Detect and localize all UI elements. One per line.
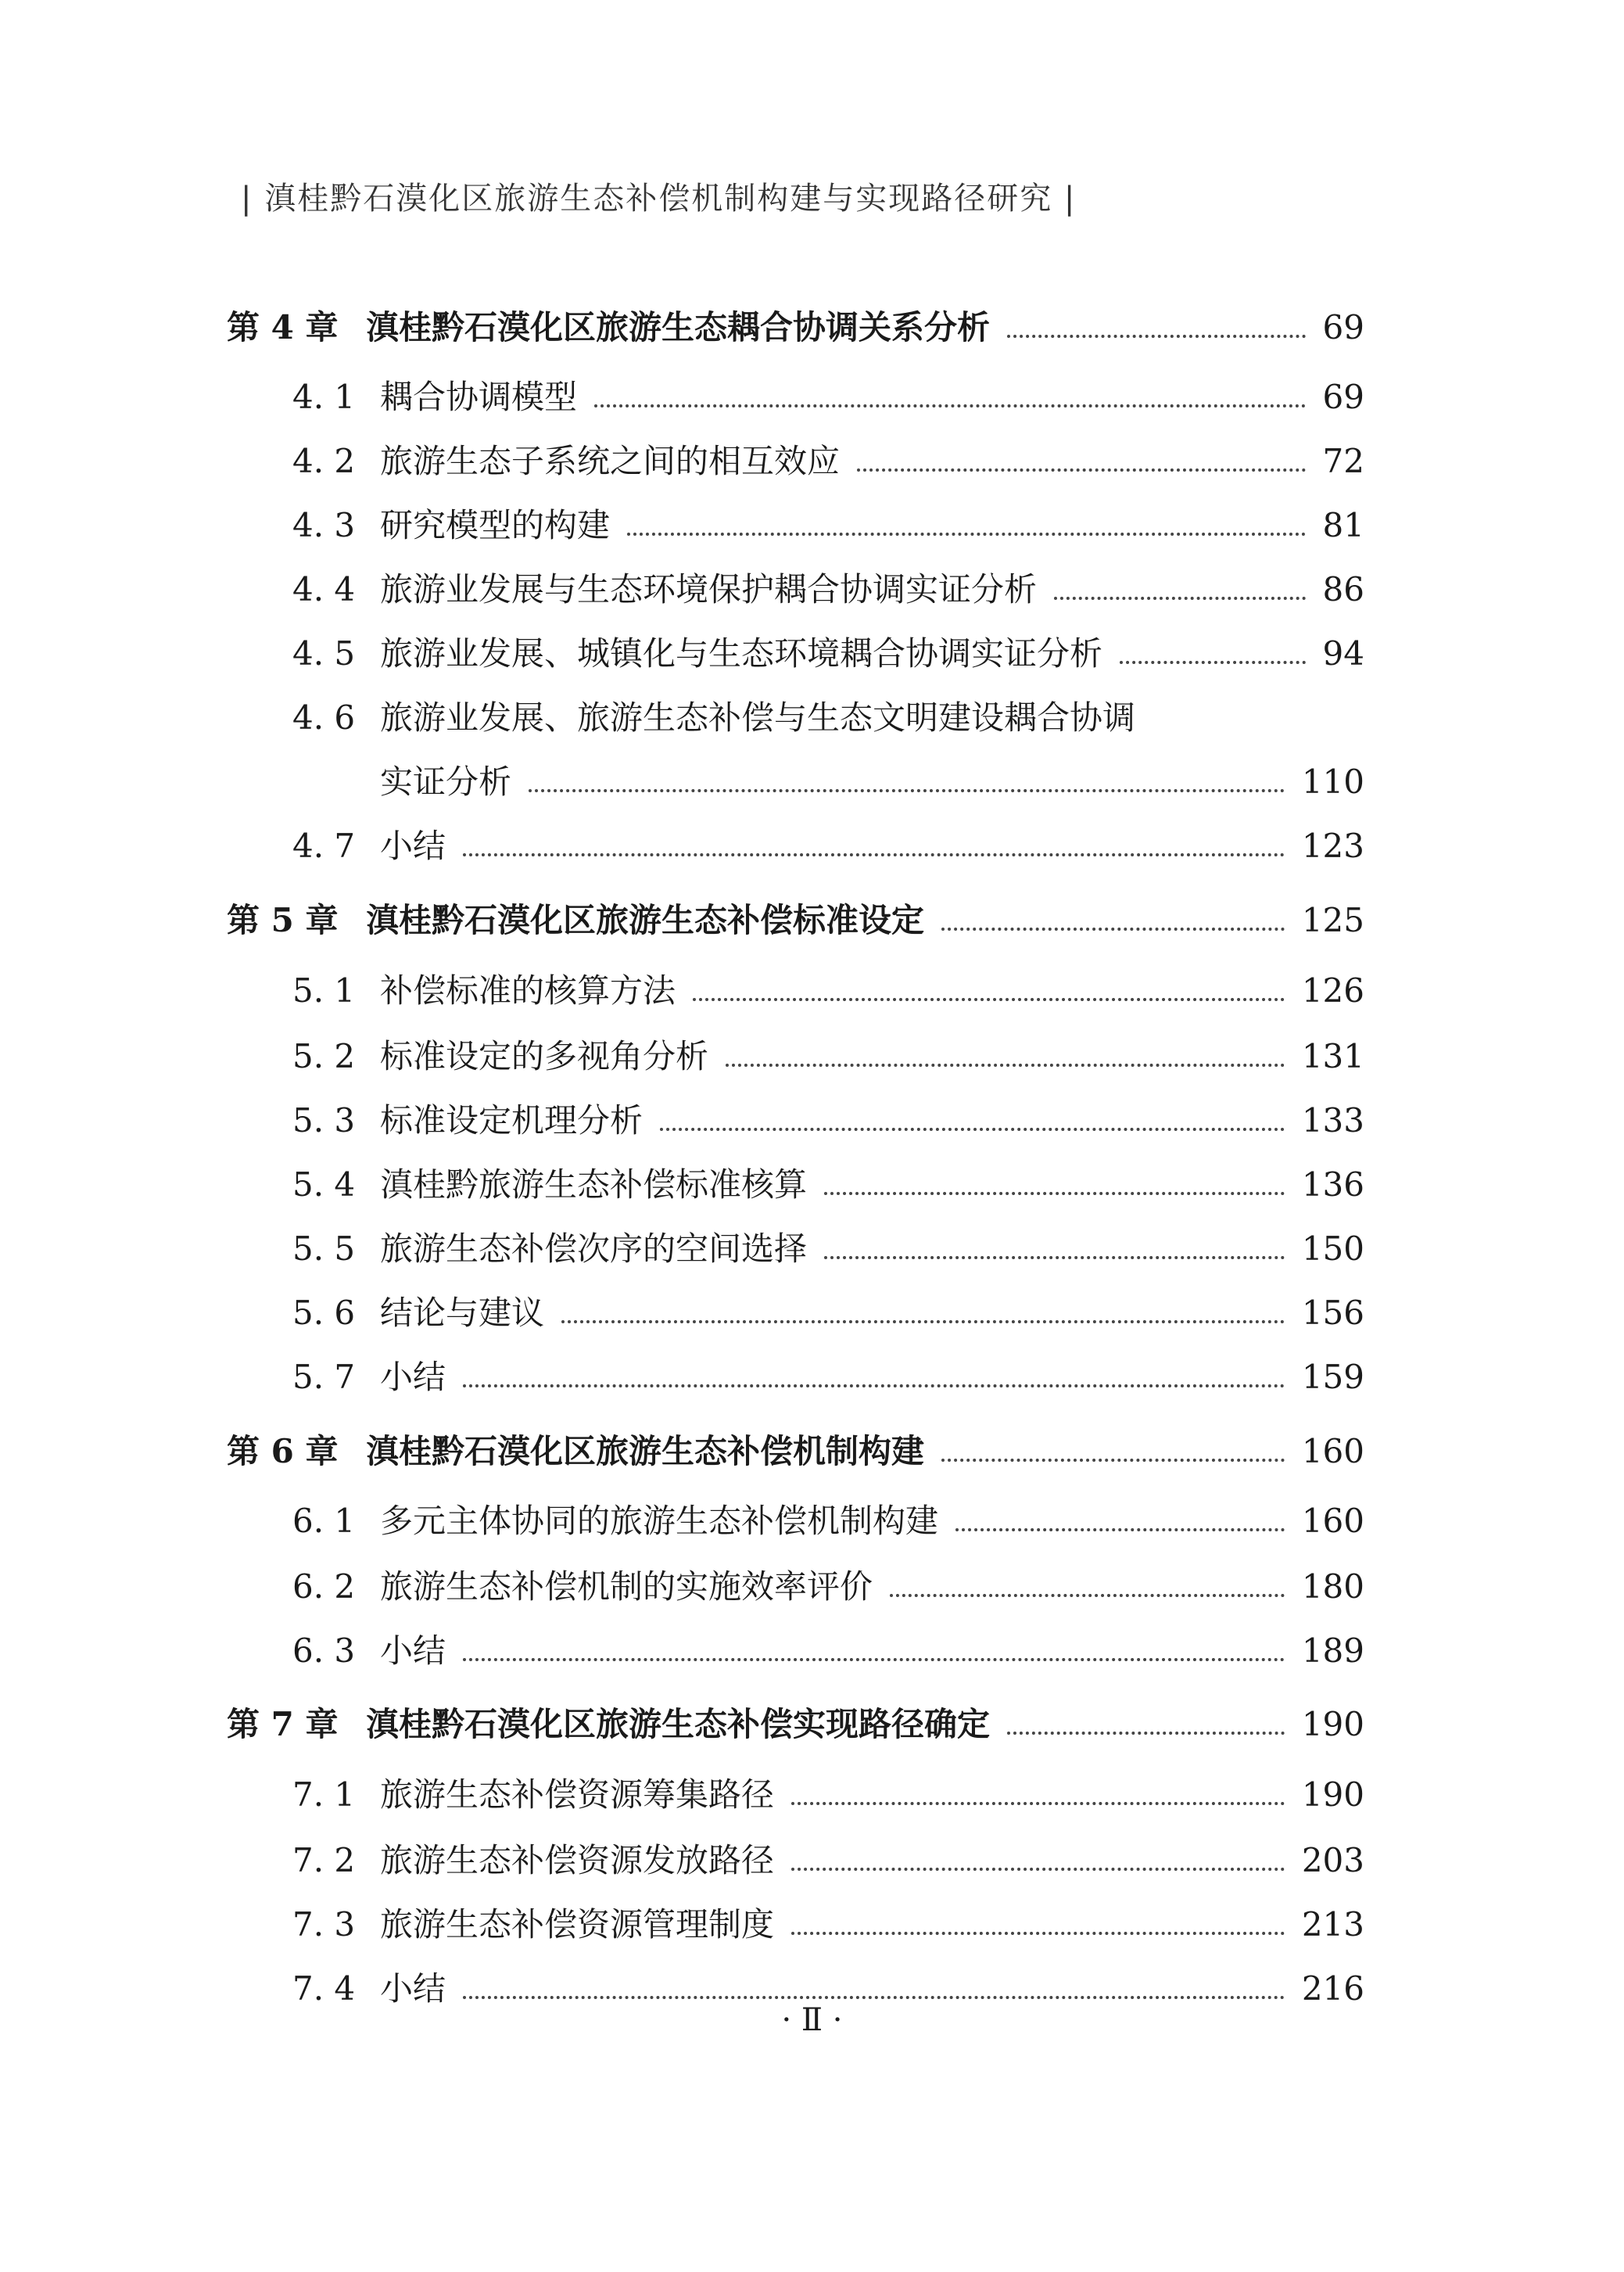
toc-section-6-2[interactable] (227, 1556, 1364, 1606)
section-number: 5. 3 (292, 1101, 356, 1140)
dot-leader (1120, 661, 1306, 664)
chapter-number: 第 6 章 (227, 1432, 339, 1470)
toc-section-5-5[interactable] (227, 1219, 1364, 1268)
section-number: 5. 6 (292, 1294, 356, 1332)
dot-leader (857, 468, 1306, 472)
chapter-number: 第 4 章 (227, 308, 339, 346)
section-number: 5. 7 (292, 1358, 356, 1396)
section-title: 小结 (380, 827, 446, 865)
toc-section-4-6-continued[interactable] (227, 752, 1364, 799)
dot-leader (941, 928, 1285, 931)
section-number: 4. 3 (292, 506, 356, 544)
chapter-title: 滇桂黔石漠化区旅游生态补偿机制构建 (366, 1432, 925, 1470)
section-title-continued: 实证分析 (380, 763, 512, 801)
toc-section-5-6[interactable] (227, 1283, 1364, 1330)
section-number: 6. 2 (292, 1567, 356, 1606)
section-number: 7. 1 (292, 1775, 356, 1814)
section-number: 6. 3 (292, 1631, 356, 1670)
toc-section-5-3[interactable] (227, 1090, 1364, 1140)
dot-leader (955, 1528, 1285, 1531)
section-title: 旅游生态补偿资源筹集路径 (380, 1775, 775, 1814)
dot-leader (791, 1802, 1285, 1805)
dot-leader (890, 1594, 1285, 1597)
toc-chapter-6[interactable] (227, 1421, 1364, 1468)
page-number: 190 (1301, 1775, 1364, 1814)
toc-section-4-7[interactable] (227, 816, 1364, 863)
section-title: 旅游生态补偿机制的实施效率评价 (380, 1567, 873, 1606)
page-number: 189 (1301, 1631, 1364, 1670)
dot-leader (1054, 597, 1306, 600)
dot-leader (693, 998, 1285, 1001)
section-title: 旅游业发展、旅游生态补偿与生态文明建设耦合协调 (380, 698, 1136, 737)
section-title: 旅游业发展与生态环境保护耦合协调实证分析 (380, 570, 1038, 608)
page-number: 180 (1301, 1567, 1364, 1606)
page-number: 190 (1301, 1705, 1364, 1743)
section-title: 小结 (380, 1631, 446, 1670)
chapter-number: 第 5 章 (227, 901, 339, 939)
dot-leader (1007, 1732, 1285, 1735)
dot-leader (791, 1932, 1285, 1935)
dot-leader (791, 1868, 1285, 1871)
page-number: 81 (1322, 506, 1364, 544)
page-number: 213 (1301, 1905, 1364, 1944)
dot-leader (824, 1192, 1285, 1195)
page-number: 160 (1301, 1502, 1364, 1540)
toc-chapter-4[interactable] (227, 297, 1364, 344)
toc-section-4-6[interactable] (227, 687, 1364, 737)
page-number: 133 (1301, 1101, 1364, 1140)
section-title: 旅游业发展、城镇化与生态环境耦合协调实证分析 (380, 634, 1103, 673)
section-title: 旅游生态补偿资源管理制度 (380, 1905, 775, 1944)
toc-section-4-4[interactable] (227, 559, 1364, 606)
section-number: 6. 1 (292, 1502, 356, 1540)
page-number: 69 (1322, 308, 1364, 346)
section-number: 7. 4 (292, 1969, 356, 2008)
toc-chapter-5[interactable] (227, 890, 1364, 937)
chapter-title: 滇桂黔石漠化区旅游生态耦合协调关系分析 (366, 308, 991, 346)
chapter-title: 滇桂黔石漠化区旅游生态补偿标准设定 (366, 901, 925, 939)
toc-section-5-4[interactable] (227, 1154, 1364, 1204)
section-number: 5. 5 (292, 1229, 356, 1268)
section-title: 旅游生态补偿资源发放路径 (380, 1841, 775, 1879)
dot-leader (463, 1384, 1285, 1387)
page-number: 69 (1322, 378, 1364, 416)
dot-leader (660, 1128, 1285, 1131)
section-title: 耦合协调模型 (380, 378, 578, 416)
toc-section-4-1[interactable] (227, 367, 1364, 414)
page-number: 150 (1301, 1229, 1364, 1268)
section-number: 7. 2 (292, 1841, 356, 1879)
section-number: 4. 2 (292, 442, 356, 480)
page-number: 110 (1301, 763, 1364, 801)
page-number: 156 (1301, 1294, 1364, 1332)
chapter-number: 第 7 章 (227, 1705, 339, 1743)
toc-section-5-1[interactable] (227, 960, 1364, 1010)
toc-section-7-3[interactable] (227, 1894, 1364, 1944)
dot-leader (1007, 335, 1306, 338)
toc-section-5-7[interactable] (227, 1347, 1364, 1394)
page-number: 136 (1301, 1165, 1364, 1204)
dot-leader (594, 404, 1306, 407)
chapter-title: 滇桂黔石漠化区旅游生态补偿实现路径确定 (366, 1705, 991, 1743)
page-number: 125 (1301, 901, 1364, 939)
page-number: 131 (1301, 1037, 1364, 1075)
dot-leader (561, 1320, 1285, 1323)
section-number: 4. 5 (292, 634, 356, 673)
toc-section-6-1[interactable] (227, 1491, 1364, 1538)
dot-leader (463, 1996, 1285, 1999)
section-title: 补偿标准的核算方法 (380, 971, 676, 1010)
section-number: 4. 4 (292, 570, 356, 608)
page-number: 72 (1322, 442, 1364, 480)
toc-section-4-3[interactable] (227, 495, 1364, 542)
dot-leader (627, 533, 1306, 536)
dot-leader (824, 1256, 1285, 1259)
page-number: 160 (1301, 1432, 1364, 1470)
page-number: 159 (1301, 1358, 1364, 1396)
page-folio: · Ⅱ · (781, 2002, 843, 2038)
toc-chapter-7[interactable] (227, 1694, 1364, 1741)
section-title: 小结 (380, 1969, 446, 2008)
toc-section-7-1[interactable] (227, 1764, 1364, 1814)
toc-section-4-2[interactable] (227, 431, 1364, 478)
dot-leader (529, 789, 1285, 792)
page-number: 86 (1322, 570, 1364, 608)
dot-leader (463, 853, 1285, 856)
page-number: 216 (1301, 1969, 1364, 2008)
section-title: 小结 (380, 1358, 446, 1396)
section-number: 5. 4 (292, 1165, 356, 1204)
section-title: 滇桂黔旅游生态补偿标准核算 (380, 1165, 808, 1204)
section-number: 5. 2 (292, 1037, 356, 1075)
running-header: | 滇桂黔石漠化区旅游生态补偿机制构建与实现路径研究 | (241, 181, 1077, 217)
toc-section-7-2[interactable] (227, 1830, 1364, 1877)
section-title: 旅游生态补偿次序的空间选择 (380, 1229, 808, 1268)
section-title: 结论与建议 (380, 1294, 545, 1332)
section-number: 4. 7 (292, 827, 356, 865)
page-number: 123 (1301, 827, 1364, 865)
section-title: 研究模型的构建 (380, 506, 611, 544)
section-title: 标准设定的多视角分析 (380, 1037, 709, 1075)
section-number: 5. 1 (292, 971, 356, 1010)
toc-section-5-2[interactable] (227, 1026, 1364, 1073)
toc-section-6-3[interactable] (227, 1621, 1364, 1670)
section-number: 4. 6 (292, 698, 356, 737)
toc-section-7-4[interactable] (227, 1958, 1364, 2008)
toc-section-4-5[interactable] (227, 623, 1364, 673)
section-title: 多元主体协同的旅游生态补偿机制构建 (380, 1502, 939, 1540)
section-title: 标准设定机理分析 (380, 1101, 644, 1140)
page-number: 203 (1301, 1841, 1364, 1879)
dot-leader (941, 1459, 1285, 1462)
page-number: 126 (1301, 971, 1364, 1010)
section-number: 4. 1 (292, 378, 356, 416)
dot-leader (726, 1064, 1285, 1067)
section-number: 7. 3 (292, 1905, 356, 1944)
section-title: 旅游生态子系统之间的相互效应 (380, 442, 841, 480)
dot-leader (463, 1658, 1285, 1661)
page-number: 94 (1322, 634, 1364, 673)
